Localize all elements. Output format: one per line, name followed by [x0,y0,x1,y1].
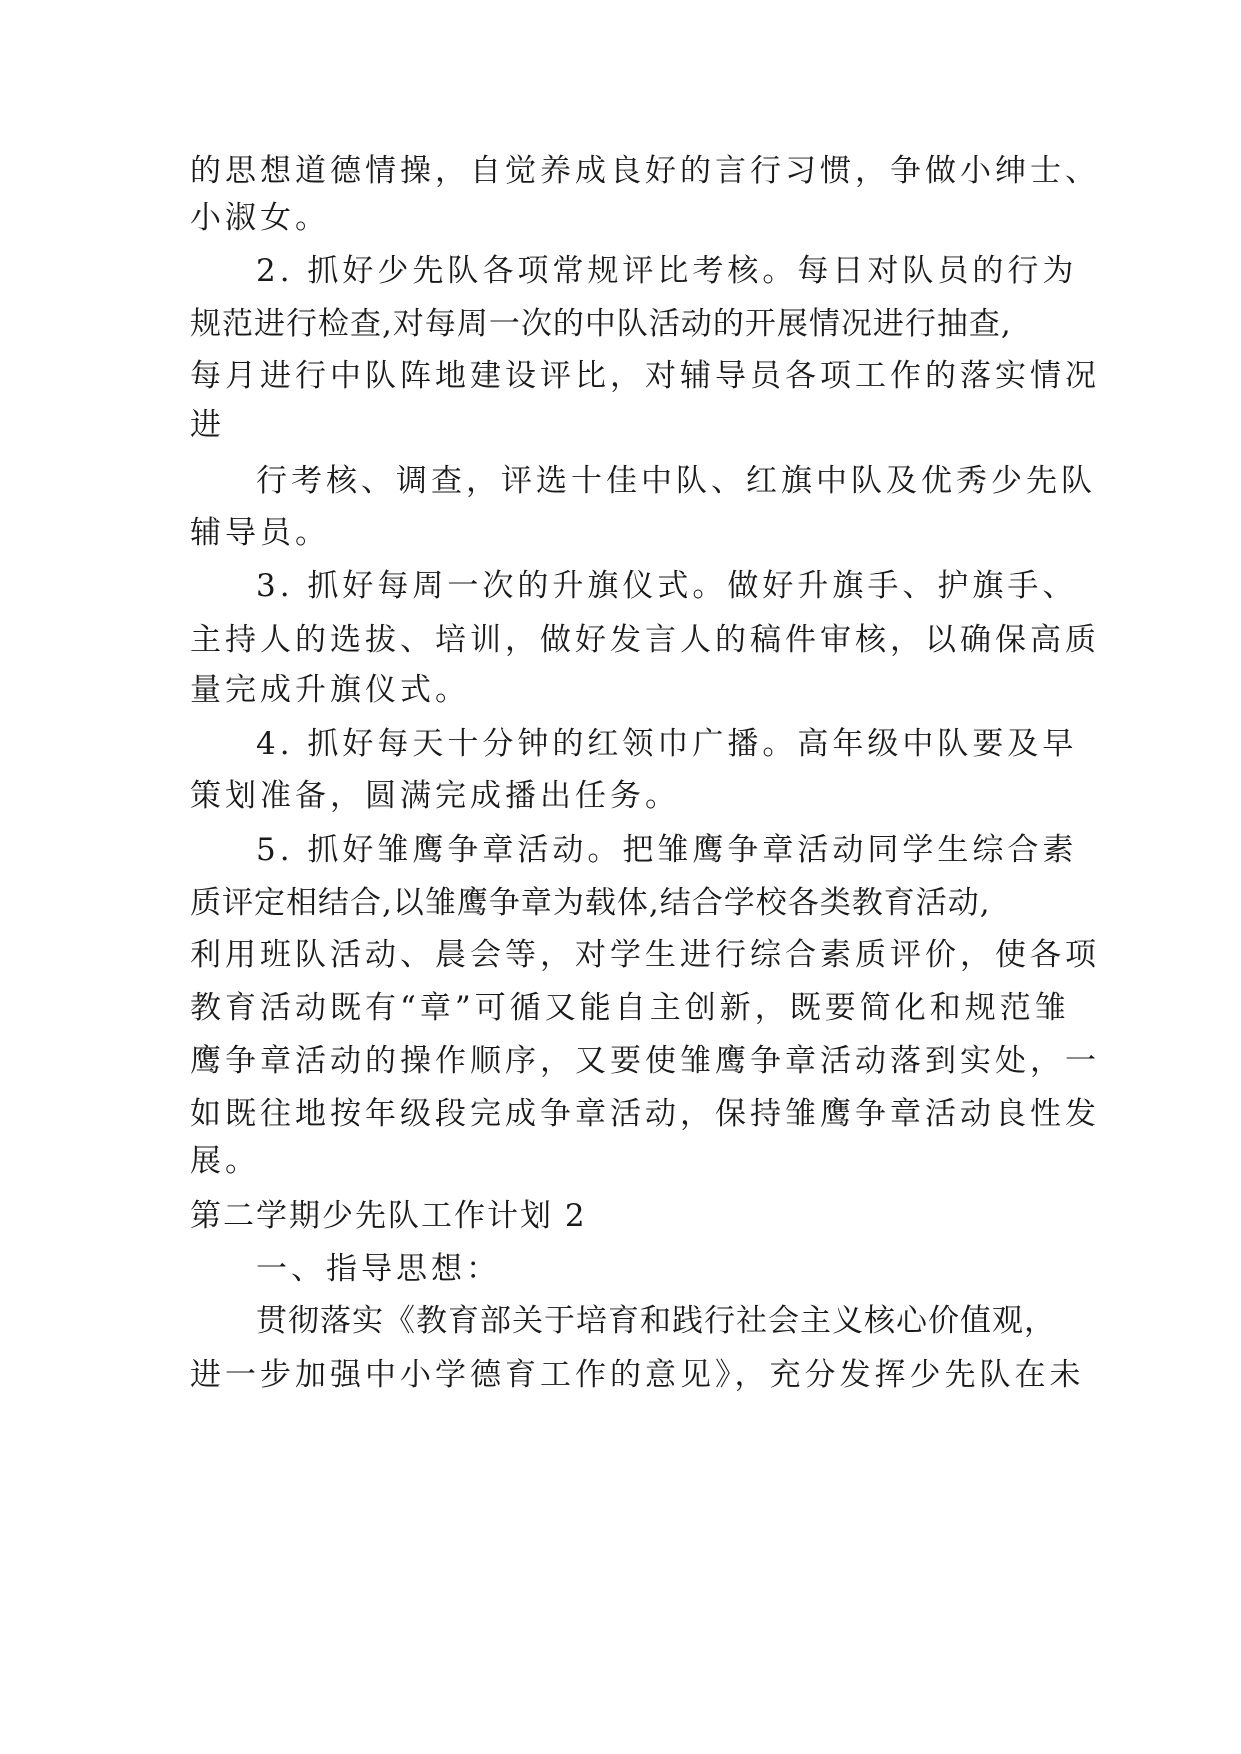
list-item-5-line: 利用班队活动、晨会等，对学生进行综合素质评价，使各项 [190,937,1100,973]
subheading: 一、指导思想： [256,1251,501,1287]
list-item-4-line: 4. 抓好每天十分钟的红领巾广播。高年级中队要及早 [256,726,1078,762]
list-item-5-line: 教育活动既有“章”可循又能自主创新，既要简化和规范雏 [190,990,1070,1026]
list-item-2-line: 2. 抓好少先队各项常规评比考核。每日对队员的行为 [256,253,1078,289]
list-item-5-line: 鹰争章活动的操作顺序，又要使雏鹰争章活动落到实处，一 [190,1043,1100,1079]
paragraph-line: 的思想道德情操，自觉养成良好的言行习惯，争做小绅士、 [190,153,1100,189]
guiding-paragraph-line: 进一步加强中小学德育工作的意见》，充分发挥少先队在未 [190,1357,1085,1393]
list-item-2-line: 规范进行检查,对每周一次的中队活动的开展情况进行抽查, [190,306,1012,342]
list-item-5-line: 展。 [190,1143,260,1179]
section-title: 第二学期少先队工作计划 2 [190,1198,587,1234]
list-item-2-cont-line: 辅导员。 [190,515,330,551]
list-item-2-line: 每月进行中队阵地建设评比，对辅导员各项工作的落实情况 [190,358,1100,394]
list-item-5-line: 如既往地按年级段完成争章活动，保持雏鹰争章活动良性发 [190,1096,1100,1132]
list-item-2-line: 进 [190,407,225,443]
list-item-3-line: 3. 抓好每周一次的升旗仪式。做好升旗手、护旗手、 [256,568,1078,604]
list-item-5-line: 5. 抓好雏鹰争章活动。把雏鹰争章活动同学生综合素 [256,832,1078,868]
guiding-paragraph-line: 贯彻落实《教育部关于培育和践行社会主义核心价值观， [256,1303,1056,1339]
paragraph-line: 小淑女。 [190,200,330,236]
list-item-2-cont-line: 行考核、调查，评选十佳中队、红旗中队及优秀少先队 [256,463,1096,499]
list-item-3-line: 量完成升旗仪式。 [190,672,470,708]
list-item-3-line: 主持人的选拔、培训，做好发言人的稿件审核，以确保高质 [190,622,1100,658]
list-item-4-line: 策划准备，圆满完成播出任务。 [190,778,680,814]
list-item-5-line: 质评定相结合,以雏鹰争章为载体,结合学校各类教育活动, [190,885,991,921]
